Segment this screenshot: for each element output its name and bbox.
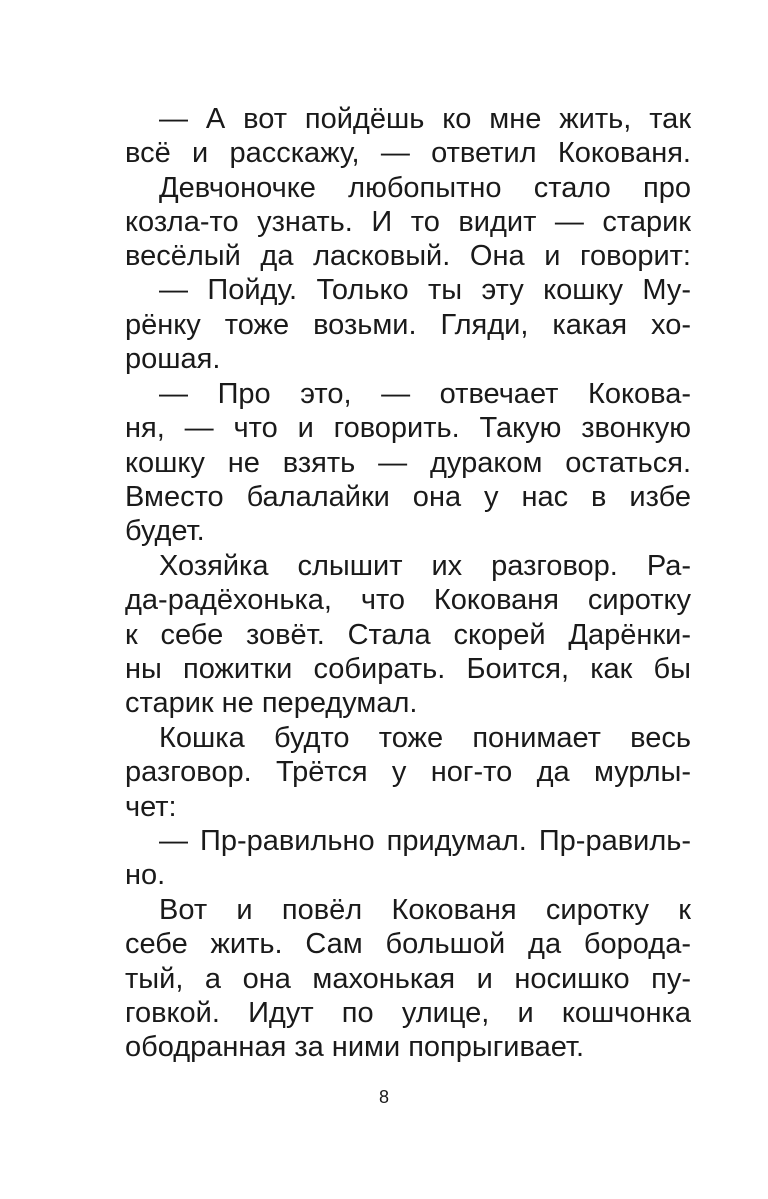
text-line: будет. <box>125 515 205 547</box>
text-line: ны пожитки собирать. Боится, как бы <box>125 653 691 685</box>
text-line: разговор. Трётся у ног-то да мурлы- <box>125 756 691 788</box>
text-line: тый, а она махонькая и носишко пу- <box>125 963 691 995</box>
text-line: к себе зовёт. Стала скорей Дарёнки- <box>125 619 691 651</box>
text-line: Хозяйка слышит их разговор. Ра- <box>159 550 691 582</box>
text-line: Вот и повёл Кокованя сиротку к <box>159 894 691 926</box>
text-line: — А вот пойдёшь ко мне жить, так <box>159 103 691 135</box>
text-line: да-радёхонька, что Кокованя сиротку <box>125 584 691 616</box>
text-line: — Пойду. Только ты эту кошку Му- <box>159 274 691 306</box>
text-line: чет: <box>125 791 177 823</box>
text-line: старик не передумал. <box>125 687 418 719</box>
text-line: ободранная за ними попрыгивает. <box>125 1031 585 1063</box>
text-line: кошку не взять — дураком остаться. <box>125 447 691 479</box>
text-line: рошая. <box>125 343 221 375</box>
text-line: Девчоночке любопытно стало про <box>159 172 691 204</box>
text-line: ня, — что и говорить. Такую звонкую <box>125 412 691 444</box>
text-line: Вместо балалайки она у нас в избе <box>125 481 691 513</box>
text-line: — Про это, — отвечает Кокова- <box>159 378 691 410</box>
text-line: козла-то узнать. И то видит — старик <box>125 206 691 238</box>
text-line: — Пр-равильно придумал. Пр-равиль- <box>159 825 691 857</box>
text-line: всё и расскажу, — ответил Кокованя. <box>125 137 691 169</box>
page-number: 8 <box>378 1087 389 1107</box>
text-line: рёнку тоже возьми. Гляди, какая хо- <box>125 309 691 341</box>
text-line: весёлый да ласковый. Она и говорит: <box>125 240 691 272</box>
text-line: говкой. Идут по улице, и кошчонка <box>125 997 691 1029</box>
text-line: себе жить. Сам большой да борода- <box>125 928 691 960</box>
text-line: Кошка будто тоже понимает весь <box>159 722 691 754</box>
text-line: но. <box>125 859 166 891</box>
